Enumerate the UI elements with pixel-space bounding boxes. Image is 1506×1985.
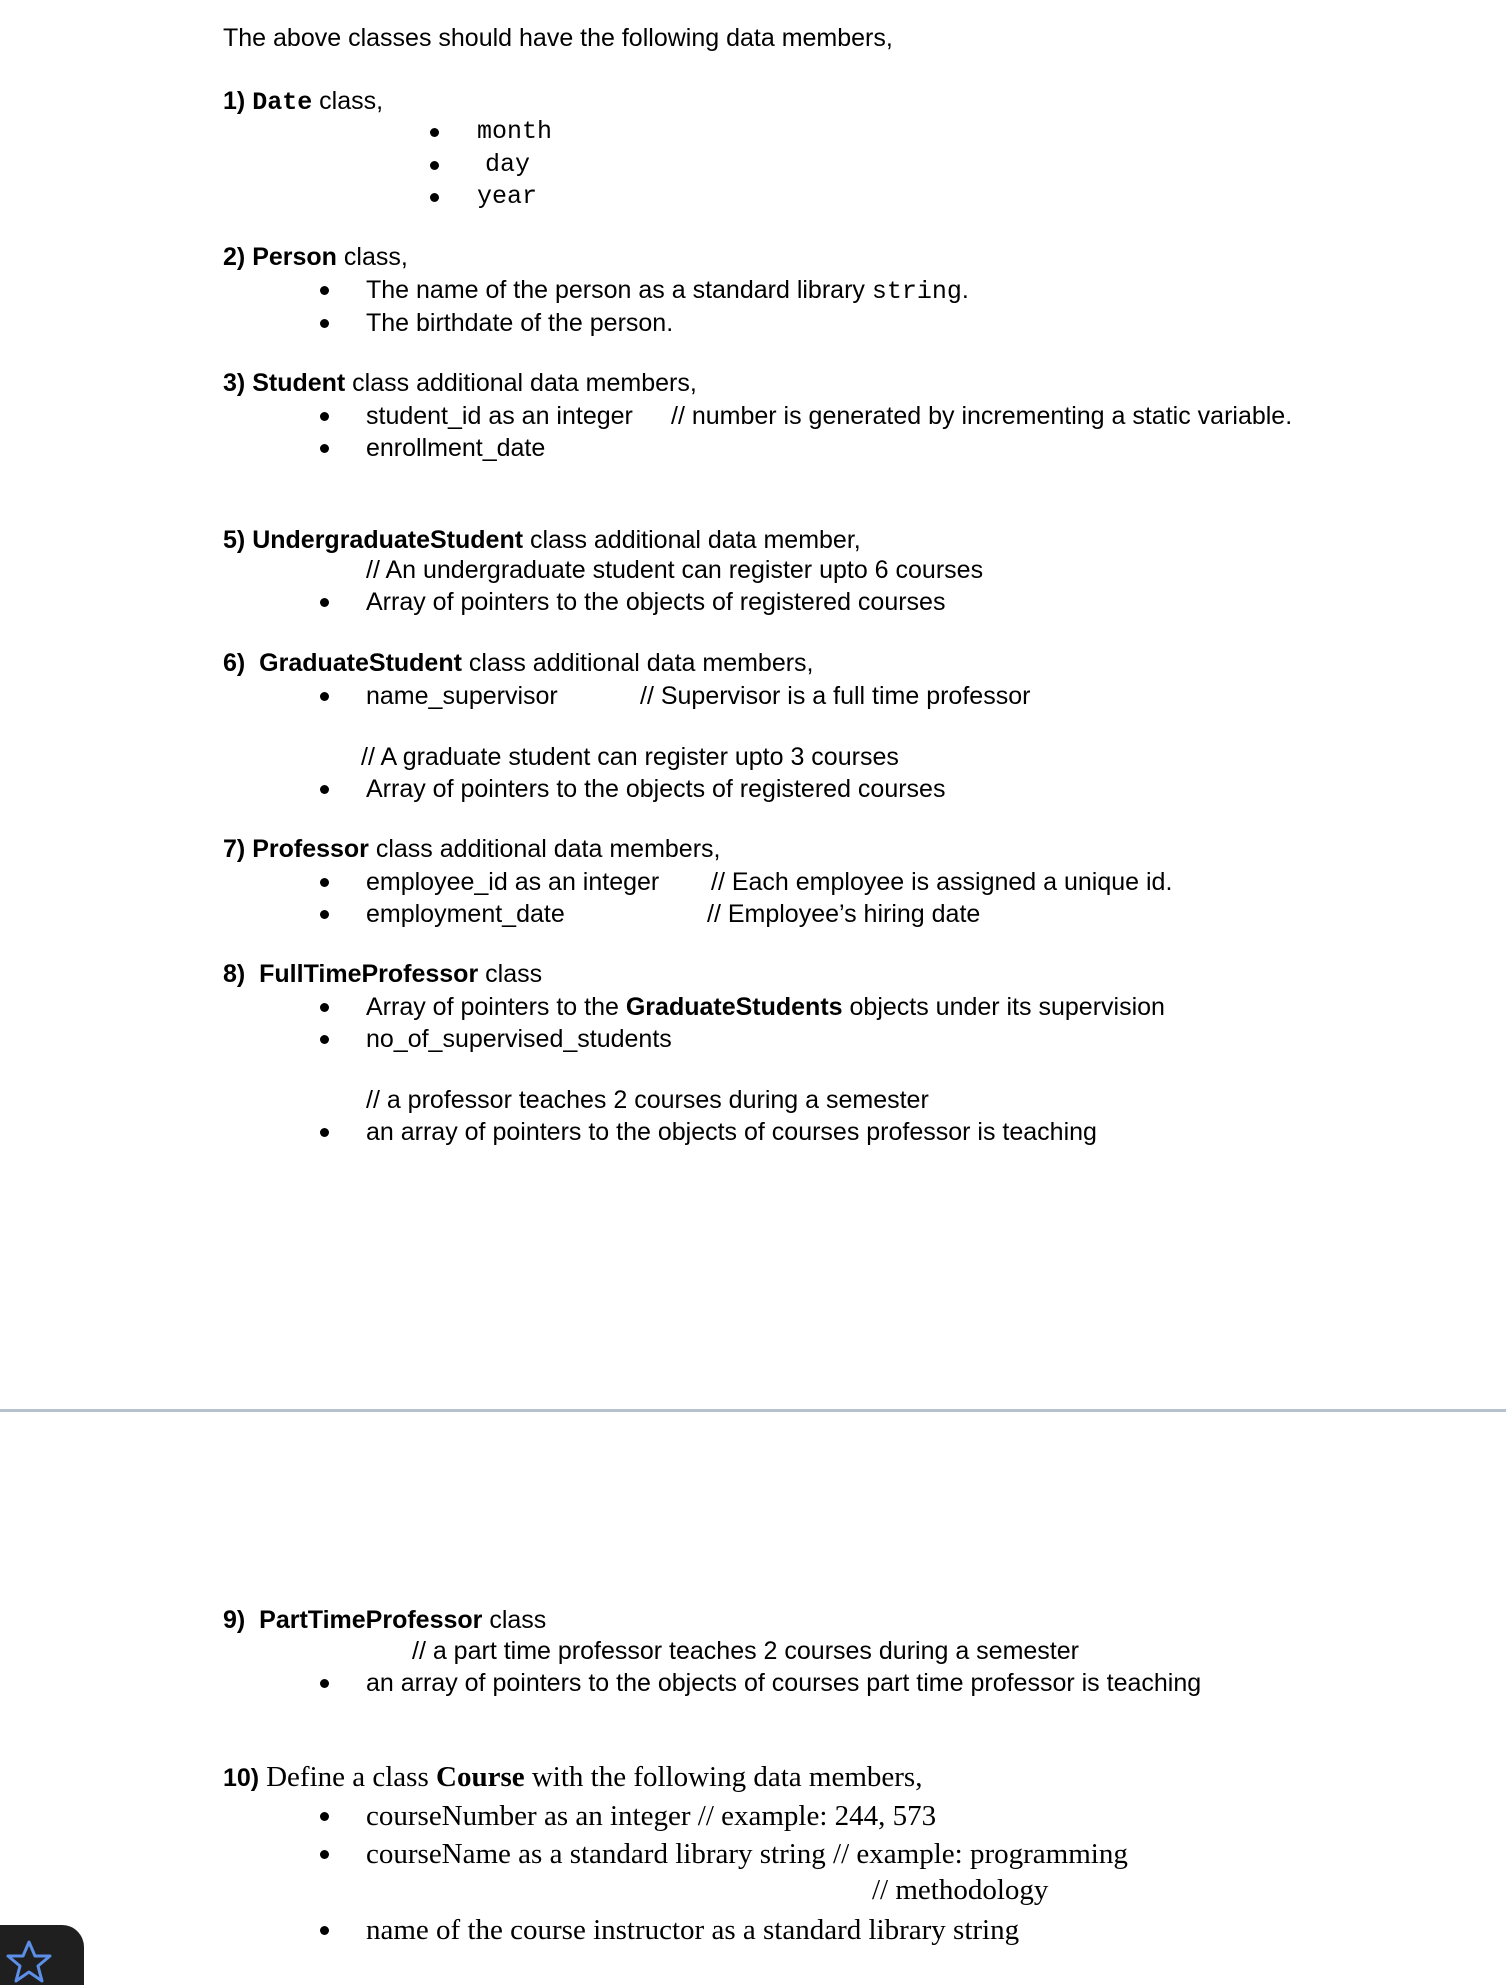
professor-member-id: employee_id as an integer	[366, 868, 660, 896]
student-member-id-comment: // number is generated by incrementing a static variable.	[671, 402, 1293, 430]
course-member-name: courseName as a standard library string // example: programming	[366, 1838, 1128, 1870]
student-member-id: student_id as an integer	[366, 402, 633, 430]
bullet	[320, 412, 329, 421]
bullet	[430, 193, 439, 202]
page-divider	[0, 1409, 1506, 1412]
bullet	[320, 1812, 329, 1821]
bullet	[320, 598, 329, 607]
professor-member-employment-comment: // Employee’s hiring date	[707, 900, 981, 928]
student-class-heading: 3) Student class additional data members,	[223, 369, 697, 397]
person-class-heading: 2) Person class,	[223, 243, 408, 271]
fulltime-class-heading: 8) FullTimeProfessor class	[223, 960, 543, 988]
intro-text: The above classes should have the following data members,	[223, 24, 893, 52]
fulltime-member-count: no_of_supervised_students	[366, 1025, 672, 1053]
grad-member-supervisor: name_supervisor	[366, 682, 558, 710]
grad-member-supervisor-comment: // Supervisor is a full time professor	[640, 682, 1031, 710]
person-member-name: The name of the person as a standard library string.	[366, 276, 969, 306]
bullet	[320, 878, 329, 887]
course-class-heading: 10) Define a class Course with the following data members,	[223, 1761, 923, 1793]
bullet	[430, 161, 439, 170]
bullet	[320, 444, 329, 453]
fulltime-comment: // a professor teaches 2 courses during a semester	[366, 1086, 929, 1114]
bullet	[320, 1128, 329, 1137]
bullet	[320, 910, 329, 919]
bullet	[320, 1003, 329, 1012]
fulltime-member-students: Array of pointers to the GraduateStudents objects under its supervision	[366, 993, 1165, 1021]
favorite-button[interactable]	[0, 1925, 84, 1985]
bullet	[320, 1679, 329, 1688]
bullet	[320, 1035, 329, 1044]
fulltime-member-courses: an array of pointers to the objects of courses professor is teaching	[366, 1118, 1097, 1146]
grad-comment: // A graduate student can register upto 3 courses	[361, 743, 899, 771]
bullet	[430, 128, 439, 137]
bullet	[320, 785, 329, 794]
date-class-heading: 1) Date class,	[223, 87, 384, 117]
student-member-enrollment: enrollment_date	[366, 434, 546, 462]
professor-member-employment: employment_date	[366, 900, 565, 928]
bullet	[320, 1926, 329, 1935]
course-member-name-cont: // methodology	[872, 1874, 1049, 1906]
parttime-comment: // a part time professor teaches 2 courses during a semester	[412, 1637, 1079, 1665]
undergrad-class-heading: 5) UndergraduateStudent class additional data member,	[223, 526, 861, 554]
bullet	[320, 319, 329, 328]
bullet	[320, 1850, 329, 1859]
parttime-class-heading: 9) PartTimeProfessor class	[223, 1606, 547, 1634]
date-member-day: day	[485, 150, 531, 179]
grad-member-courses: Array of pointers to the objects of registered courses	[366, 775, 946, 803]
undergrad-member-courses: Array of pointers to the objects of registered courses	[366, 588, 946, 616]
undergrad-comment: // An undergraduate student can register upto 6 courses	[366, 556, 984, 584]
grad-class-heading: 6) GraduateStudent class additional data members,	[223, 649, 814, 677]
course-member-number: courseNumber as an integer // example: 244, 573	[366, 1800, 937, 1832]
course-member-instructor: name of the course instructor as a standard library string	[366, 1914, 1020, 1946]
professor-class-heading: 7) Professor class additional data members,	[223, 835, 721, 863]
professor-member-id-comment: // Each employee is assigned a unique id.	[711, 868, 1173, 896]
person-member-birthdate: The birthdate of the person.	[366, 309, 674, 337]
bullet	[320, 692, 329, 701]
parttime-member-courses: an array of pointers to the objects of courses part time professor is teaching	[366, 1669, 1202, 1697]
star-icon	[6, 1939, 52, 1983]
date-member-year: year	[477, 182, 538, 211]
date-member-month: month	[477, 117, 553, 146]
bullet	[320, 286, 329, 295]
